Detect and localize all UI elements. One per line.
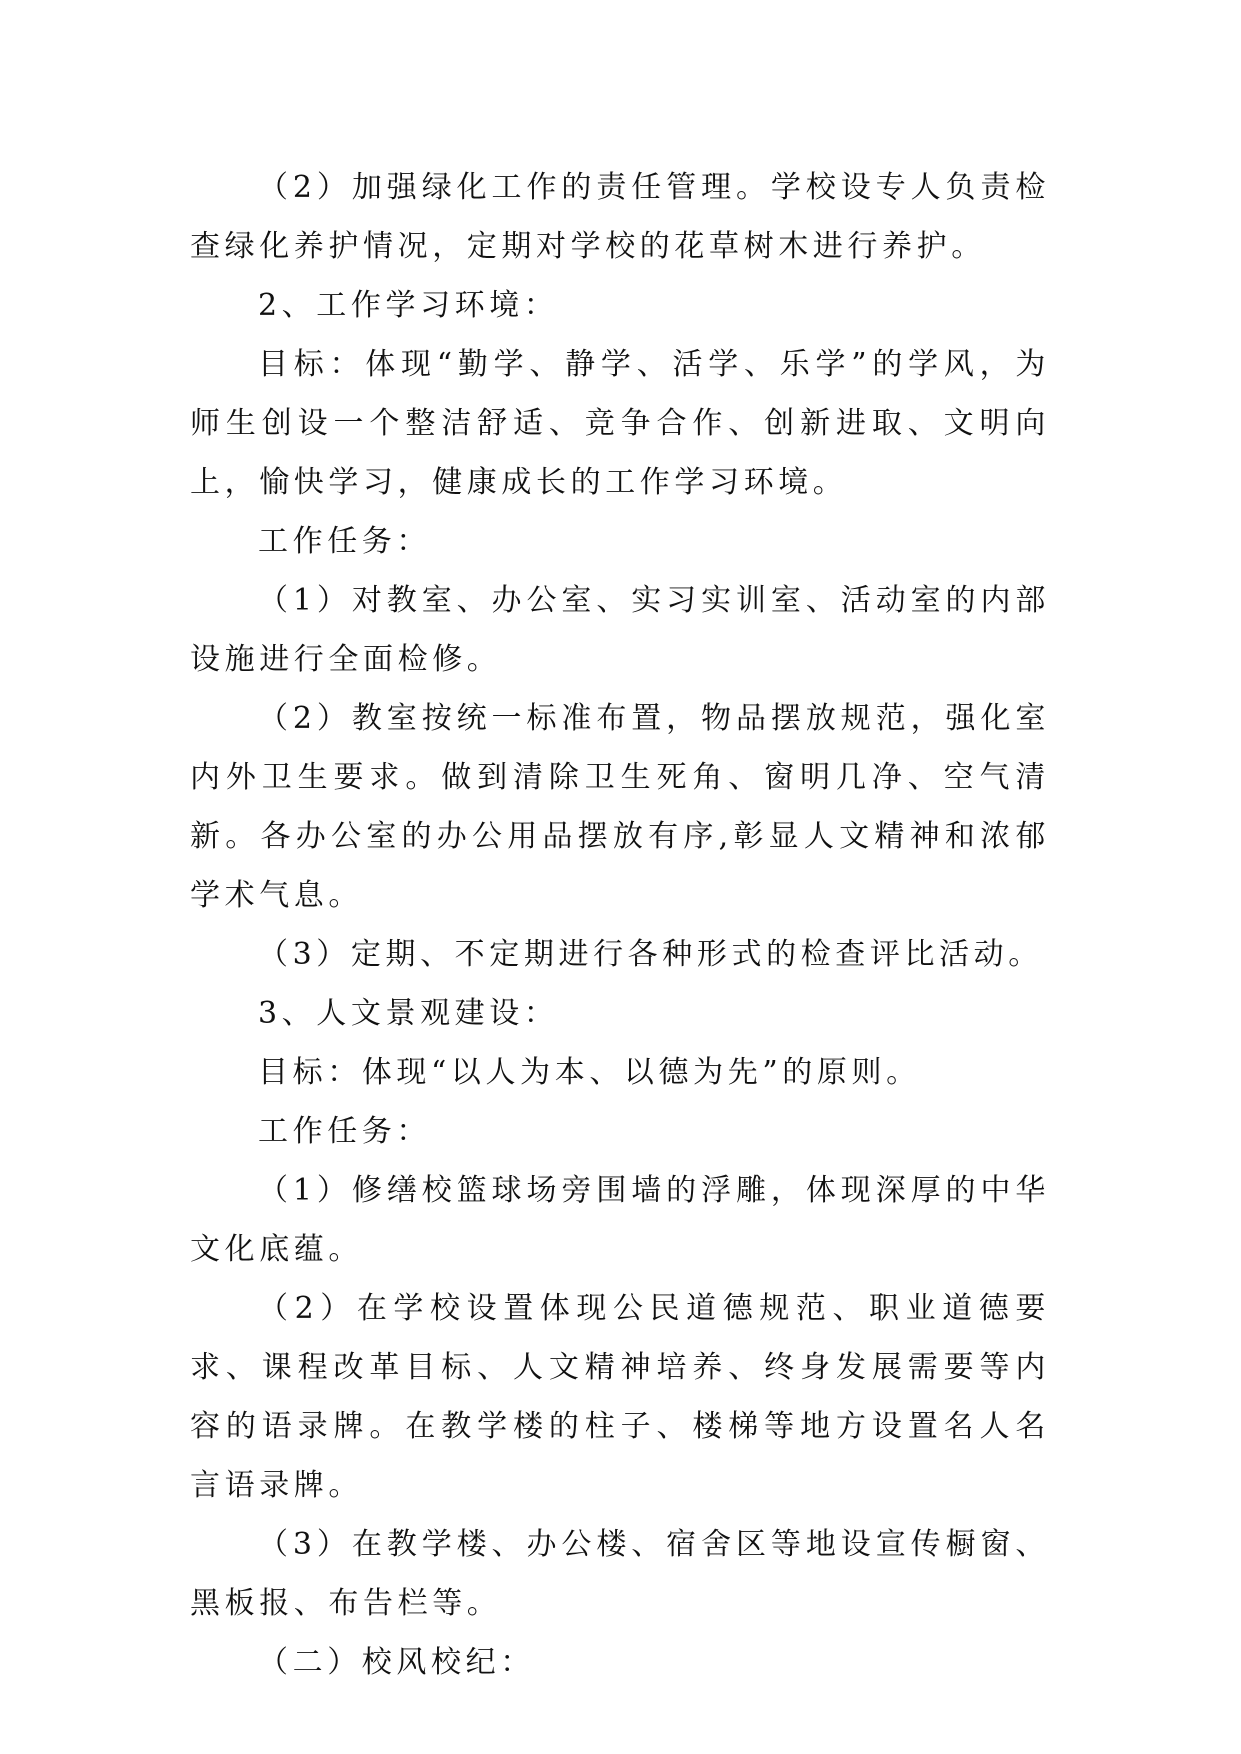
heading-work-tasks-2: 工作任务： (258, 1114, 431, 1149)
paragraph-task-inspection: （3）定期、不定期进行各种形式的检查评比活动。 (258, 937, 1043, 972)
heading-school-discipline: （二）校风校纪： (258, 1645, 535, 1680)
heading-work-tasks: 工作任务： (258, 524, 431, 559)
paragraph-task-quote-boards: （2）在学校设置体现公民道德规范、职业道德要求、课程改革目标、人文精神培养、终身发展需要等内容的语录牌。在教学楼的柱子、楼梯等地方设置名人名言语录牌。 (190, 1291, 1050, 1503)
paragraph-landscape-goal: 目标：体现“以人为本、以德为先”的原则。 (258, 1055, 921, 1090)
heading-work-study-environment: 2、工作学习环境： (258, 288, 559, 323)
paragraph-task-facility-repair: （1）对教室、办公室、实习实训室、活动室的内部设施进行全面检修。 (190, 583, 1050, 677)
paragraph-greening-responsibility: （2）加强绿化工作的责任管理。学校设专人负责检查绿化养护情况，定期对学校的花草树木进行养护。 (190, 170, 1050, 264)
paragraph-task-classroom-layout: （2）教室按统一标准布置，物品摆放规范，强化室内外卫生要求。做到清除卫生死角、窗明几净、空气清新。各办公室的办公用品摆放有序,彰显人文精神和浓郁学术气息。 (190, 701, 1050, 913)
paragraph-environment-goal: 目标：体现“勤学、静学、活学、乐学”的学风，为师生创设一个整洁舒适、竞争合作、创新进取、文明向上，愉快学习，健康成长的工作学习环境。 (190, 347, 1050, 500)
heading-cultural-landscape: 3、人文景观建设： (258, 996, 559, 1031)
document-body (190, 158, 1050, 1692)
paragraph-task-relief-repair: （1）修缮校篮球场旁围墙的浮雕，体现深厚的中华文化底蕴。 (190, 1173, 1050, 1267)
paragraph-task-bulletin: （3）在教学楼、办公楼、宿舍区等地设宣传橱窗、黑板报、布告栏等。 (190, 1527, 1050, 1621)
